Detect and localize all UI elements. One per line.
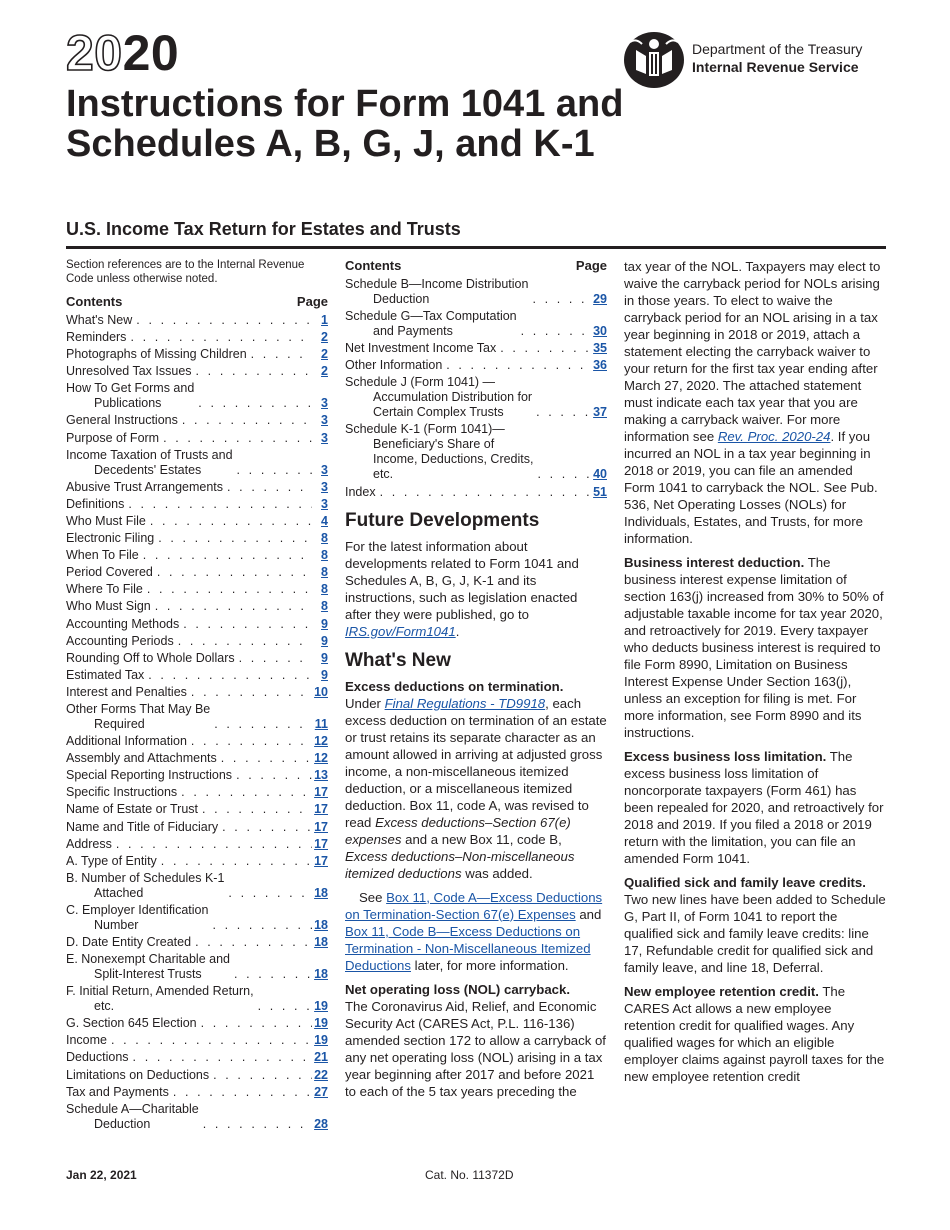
toc-entry[interactable] — [66, 347, 328, 362]
toc-page-link[interactable]: 27 — [314, 1084, 328, 1099]
toc-entry-title: Where To File — [66, 582, 143, 597]
toc-entry[interactable] — [66, 935, 328, 950]
toc-entry-label — [66, 448, 233, 478]
toc-entry-label — [66, 330, 126, 345]
toc-page-link[interactable]: 4 — [321, 513, 328, 528]
toc-entry[interactable] — [66, 837, 328, 852]
toc-entry-title: Who Must Sign — [66, 599, 151, 614]
toc-entry-title: Accounting Methods — [66, 616, 180, 631]
toc-entry[interactable] — [66, 599, 328, 614]
toc-dot-leader — [144, 668, 312, 683]
toc-page-link[interactable]: 10 — [314, 684, 328, 699]
toc-dot-leader — [177, 785, 312, 800]
future-developments-heading: Future Developments — [345, 509, 540, 531]
toc-entry-label — [345, 375, 532, 420]
revision-date: Jan 22, 2021 — [66, 1168, 137, 1182]
toc-entry-title: Definitions — [66, 496, 125, 511]
toc-entry-label — [66, 1033, 107, 1048]
toc-page-link[interactable]: 3 — [321, 413, 328, 428]
toc-entry-label — [66, 582, 143, 597]
toc-dot-leader — [194, 396, 312, 411]
toc-entry-label — [345, 485, 376, 500]
toc-dot-leader — [233, 463, 312, 478]
toc-entry-label — [66, 313, 132, 328]
toc-entry[interactable] — [66, 413, 328, 428]
toc-entry-title: Unresolved Tax Issues — [66, 364, 192, 379]
excess-business-loss-paragraph: Excess business loss limitation. The excess business loss limitation of noncorporate taxpayers (Form 461) has been repealed for 2020, and retroactively for 2018 and 2019. If you filed a 2018 or 2019 return with the limitation, you can file an amended Form 1041. — [624, 749, 884, 866]
toc-page-link[interactable]: 9 — [321, 667, 328, 682]
toc-entry-continuation: Deduction — [373, 292, 430, 306]
toc-dot-leader — [209, 1068, 312, 1083]
toc-entry-title: Income Taxation of Trusts and — [66, 447, 233, 462]
toc-entry-title: Schedule G—Tax Computation — [345, 309, 517, 324]
toc-entry-title: Reminders — [66, 330, 127, 345]
toc-entry-continuation: Publications — [94, 396, 162, 411]
toc-dot-leader — [224, 886, 312, 901]
toc-page-link[interactable]: 9 — [321, 633, 328, 648]
toc-entry-label — [66, 702, 210, 732]
whats-new-heading: What's New — [345, 649, 451, 671]
box11-code-b-link[interactable]: Box 11, Code B—Excess Deductions on Termination - Non-Miscellaneous Itemized Deductions — [345, 923, 591, 973]
toc-entry-label — [66, 668, 144, 683]
toc-entry-label — [66, 347, 247, 362]
toc-entry[interactable] — [66, 617, 328, 632]
toc-dot-leader — [124, 497, 312, 512]
toc-dot-leader — [532, 405, 591, 420]
toc-dot-leader — [178, 413, 312, 428]
toc-entry-label — [66, 531, 154, 546]
toc-entry-title: Name of Estate or Trust — [66, 802, 198, 817]
toc-page-link[interactable]: 28 — [314, 1116, 328, 1131]
toc-entry-continuation: and Payments — [373, 324, 453, 339]
toc-page-link[interactable]: 17 — [314, 836, 328, 851]
nol-carryback-paragraph: Net operating loss (NOL) carryback. The Coronavirus Aid, Relief, and Economic Security Act (CARES Act, P.L. 116-136) amended section 172 to allow a carryback of any net operating loss (NOL) arising in a tax year beginning after 2017 and before 2021 to each of the 5 tax years preceding the — [345, 981, 606, 1099]
toc-entry-label — [66, 734, 187, 749]
toc-entry-label — [66, 785, 177, 800]
toc-page-link[interactable]: 12 — [314, 751, 328, 766]
nol-carryback-title: Net operating loss (NOL) carryback. — [345, 981, 570, 997]
toc-entry-title: What's New — [66, 313, 133, 327]
toc-entry-label — [66, 599, 151, 614]
toc-entry-label — [66, 768, 232, 783]
toc-entry[interactable] — [66, 330, 328, 345]
rev-proc-link[interactable]: Rev. Proc. 2020-24 — [717, 429, 831, 444]
excess-deductions-title: Excess deductions on termination. — [345, 678, 564, 694]
toc-entry[interactable] — [66, 548, 328, 563]
toc-entry-label — [66, 431, 159, 446]
toc-dot-leader — [247, 347, 312, 362]
toc-entry[interactable] — [66, 313, 328, 328]
toc-dot-leader — [208, 918, 312, 933]
toc-dot-leader — [496, 341, 591, 356]
toc-page-link[interactable]: 30 — [593, 324, 607, 339]
toc-entry[interactable] — [66, 364, 328, 379]
toc-dot-leader — [151, 599, 312, 614]
toc-dot-leader — [191, 935, 312, 950]
toc-page-link[interactable]: 21 — [314, 1050, 328, 1065]
toc-entry[interactable] — [66, 1102, 328, 1132]
toc-entry-label — [66, 935, 191, 950]
toc-page-heading: Page — [296, 294, 328, 309]
toc-entry-title: Schedule B—Income Distribution — [345, 277, 529, 291]
year-outline: 20 — [66, 25, 123, 81]
toc-entry-title: G. Section 645 Election — [66, 1016, 197, 1031]
toc-entry-title: How To Get Forms and — [66, 381, 195, 396]
toc-entry-title: Period Covered — [66, 565, 153, 580]
toc-entry[interactable] — [345, 485, 607, 500]
toc-entry-title: Abusive Trust Arrangements — [66, 479, 224, 494]
toc-page-link[interactable]: 18 — [314, 967, 328, 982]
toc-entry-title: Who Must File — [66, 513, 146, 528]
toc-page-link[interactable]: 3 — [321, 430, 328, 445]
toc-dot-leader — [179, 617, 312, 632]
toc-entry-label — [66, 1050, 129, 1065]
toc-page-link[interactable]: 8 — [321, 531, 328, 546]
toc-entry-title: Other Forms That May Be — [66, 701, 211, 716]
toc-page-link[interactable]: 29 — [593, 292, 607, 306]
toc-entry-continuation: Accumulation Distribution for Certain Complex Trusts — [373, 390, 533, 420]
toc-page-link[interactable]: 19 — [314, 999, 328, 1014]
toc-entry-title: C. Employer Identification — [66, 902, 209, 917]
toc-dot-leader — [187, 685, 312, 700]
toc-dot-leader — [174, 634, 312, 649]
toc-page-link[interactable]: 8 — [321, 565, 328, 580]
toc-entry-label — [66, 514, 146, 529]
toc-entry-title: Purpose of Form — [66, 430, 160, 445]
toc-page-link[interactable]: 2 — [321, 364, 328, 379]
toc-entry[interactable] — [66, 1068, 328, 1083]
toc-page-link[interactable]: 2 — [321, 347, 328, 362]
toc-entry[interactable] — [66, 1085, 328, 1100]
page-title: Instructions for Form 1041 and Schedules A, B, G, J, and K-1 — [66, 83, 624, 165]
toc-dot-leader — [217, 751, 312, 766]
toc-entry[interactable] — [66, 903, 328, 933]
toc-dot-leader — [223, 480, 312, 495]
dept-irs: Internal Revenue Service — [692, 59, 859, 75]
toc-entry[interactable] — [345, 375, 607, 420]
toc-entry[interactable] — [66, 634, 328, 649]
toc-entry[interactable] — [345, 358, 607, 373]
toc-entry-title: E. Nonexempt Charitable and — [66, 952, 230, 967]
toc-page-link[interactable]: 17 — [314, 785, 328, 800]
toc-entry[interactable] — [66, 751, 328, 766]
sick-family-leave-title: Qualified sick and family leave credits. — [624, 875, 866, 890]
column-2 — [345, 258, 607, 1107]
toc-dot-leader — [153, 565, 312, 580]
toc-entry-title: Index — [345, 484, 376, 499]
toc-entry-label — [66, 1068, 209, 1083]
toc-dot-leader — [132, 313, 312, 328]
toc-heading-2: Contents — [345, 258, 402, 273]
toc-entry-continuation: Required — [94, 716, 145, 731]
toc-dot-leader — [235, 651, 312, 666]
toc-entry-title: Electronic Filing — [66, 531, 155, 546]
toc-page-link[interactable]: 8 — [321, 548, 328, 563]
toc-entry-label — [345, 309, 517, 339]
toc-entry[interactable] — [66, 531, 328, 546]
toc-entry-title: Net Investment Income Tax — [345, 341, 497, 356]
toc-entry[interactable] — [66, 514, 328, 529]
department-label — [692, 40, 862, 76]
toc-heading: Contents — [66, 294, 123, 309]
toc-entry-title: Schedule K-1 (Form 1041)— — [345, 422, 505, 437]
toc-dot-leader — [442, 358, 591, 373]
toc-dot-leader — [126, 330, 312, 345]
toc-entry-title: Assembly and Attachments — [66, 751, 217, 766]
header-divider — [66, 246, 886, 249]
toc-entry-label — [66, 617, 179, 632]
toc-page-link[interactable]: 22 — [314, 1067, 328, 1082]
toc-entry[interactable] — [66, 565, 328, 580]
sick-family-leave-paragraph: Qualified sick and family leave credits. Two new lines have been added to Schedule G, Part II, of Form 1041 to report the qualified sick and family leave credits: line 17, Refundable credit for qualified sick and family leave, and line 18, Deferral. — [624, 875, 886, 975]
toc-entry[interactable] — [66, 651, 328, 666]
toc-entry[interactable] — [66, 871, 328, 901]
toc-dot-leader — [376, 485, 591, 500]
toc-entry-label — [345, 422, 534, 482]
toc-page-link[interactable]: 18 — [314, 917, 328, 932]
toc-page-link[interactable]: 9 — [321, 616, 328, 631]
toc-page-link[interactable]: 36 — [593, 358, 607, 373]
toc-entry-label — [66, 751, 217, 766]
toc-entry[interactable] — [345, 309, 607, 339]
employee-retention-title: New employee retention credit. — [624, 984, 819, 999]
toc-entry-title: Estimated Tax — [66, 667, 145, 682]
toc-dot-leader — [146, 514, 312, 529]
toc-page-link[interactable]: 18 — [314, 885, 328, 900]
toc-entry-label — [66, 1016, 197, 1031]
toc-entry-title: Additional Information — [66, 734, 187, 749]
toc-entry[interactable] — [345, 341, 607, 356]
irs-eagle-logo-icon — [622, 30, 686, 90]
toc-entry-label — [66, 820, 218, 835]
toc-entry-title: When To File — [66, 548, 139, 563]
toc-entry[interactable] — [66, 381, 328, 411]
toc-entry-label — [66, 685, 187, 700]
toc-page-link[interactable]: 3 — [321, 496, 328, 511]
toc-entry-label — [66, 952, 230, 982]
toc-dot-leader — [169, 1085, 312, 1100]
toc-page-link[interactable]: 11 — [314, 716, 328, 731]
table-of-contents-continued — [345, 277, 607, 500]
toc-entry-label — [66, 381, 194, 411]
nol-continued-paragraph: tax year of the NOL. Taxpayers may elect to waive the carryback period for NOLs arising in those years. To elect to waive the carryback period for an NOL arising in a tax year beginning in 2018 or 2019, attach a statement electing the carryback waiver to your return for the first tax year ending after March 27, 2020. The attached statement must indicate each tax year that you are making a carryback waiver. For more information see Rev. Proc. 2020-24. If you incurred an NOL in a tax year beginning in 2018 or 2019, you can file an amended Form 1041 to carryback the NOL. See Pub. 536, Net Operating Losses (NOLs) for Individuals, Estates, and Trusts, for more information. — [624, 259, 881, 546]
toc-entry[interactable] — [66, 1050, 328, 1065]
toc-dot-leader — [198, 802, 312, 817]
business-interest-title: Business interest deduction. — [624, 555, 805, 570]
toc-dot-leader — [534, 467, 592, 482]
toc-page-link[interactable]: 3 — [321, 396, 328, 411]
toc-entry-label — [66, 802, 198, 817]
excess-business-loss-title: Excess business loss limitation. — [624, 749, 827, 764]
toc-entry-label — [66, 480, 223, 495]
toc-entry-title: Interest and Penalties — [66, 684, 187, 699]
toc-entry-label — [345, 341, 496, 356]
excess-deductions-see-paragraph: See Box 11, Code A—Excess Deductions on Termination-Section 67(e) Expenses and Box 11, Code B—Excess Deductions on Termination - Non-Miscellaneous Itemized Deductions later, for more information. — [345, 889, 603, 973]
toc-entry-title: Schedule J (Form 1041) — — [345, 375, 496, 390]
toc-entry[interactable] — [66, 820, 328, 835]
toc-dot-leader — [139, 548, 312, 563]
toc-dot-leader — [230, 967, 312, 982]
toc-header — [66, 294, 328, 309]
toc-page-link[interactable]: 40 — [593, 467, 607, 482]
toc-page-link[interactable]: 12 — [314, 734, 328, 749]
toc-entry-title: General Instructions — [66, 413, 178, 428]
year-heading — [66, 25, 180, 81]
toc-entry-label — [66, 497, 124, 512]
toc-entry-continuation: Beneficiary's Share of Income, Deductions, Credits, etc. — [373, 437, 534, 482]
toc-page-link[interactable]: 8 — [321, 599, 328, 614]
toc-dot-leader — [192, 364, 312, 379]
toc-page-link[interactable]: 1 — [321, 313, 328, 327]
toc-entry[interactable] — [66, 702, 328, 732]
toc-entry[interactable] — [66, 785, 328, 800]
toc-entry-label — [66, 854, 157, 869]
toc-entry[interactable] — [66, 768, 328, 783]
toc-dot-leader — [159, 431, 312, 446]
dept-treasury: Department of the Treasury — [692, 41, 863, 57]
toc-entry-title: Rounding Off to Whole Dollars — [66, 650, 235, 665]
toc-entry[interactable] — [66, 1016, 328, 1031]
excess-deductions-paragraph: Excess deductions on termination. Under Final Regulations - TD9918, each excess deduction on termination of an estate or trust retains its separate character as an amount allowed in arriving at adjusted gross income, a non-miscellaneous itemized deduction, or a miscellaneous itemized deduction. Box 11, code A, was revised to read Excess deductions–Section 67(e) expenses and a new Box 11, code B, Excess deductions–Non-miscellaneous itemized deductions was added. — [345, 678, 607, 881]
toc-entry-label — [345, 277, 528, 307]
toc-entry-label — [66, 634, 174, 649]
toc-page-link[interactable]: 19 — [314, 1033, 328, 1048]
toc-page-link[interactable]: 3 — [321, 462, 328, 477]
toc-dot-leader — [210, 717, 312, 732]
toc-page-link[interactable]: 18 — [314, 935, 328, 949]
final-regulations-link[interactable]: Final Regulations - TD9918 — [384, 695, 546, 711]
toc-dot-leader — [157, 854, 312, 869]
toc-entry[interactable] — [66, 480, 328, 495]
toc-entry-label — [66, 871, 224, 901]
toc-header-2 — [345, 258, 607, 273]
toc-dot-leader — [112, 837, 312, 852]
toc-entry-label — [66, 903, 208, 933]
toc-entry-continuation: Number — [94, 917, 139, 932]
toc-dot-leader — [232, 768, 312, 783]
toc-dot-leader — [154, 531, 312, 546]
employee-retention-paragraph: New employee retention credit. The CARES Act allows a new employee retention credit for qualified wages. Any qualified wages for which an eligible employer claims against payroll taxes for the new employee retention credit — [624, 984, 885, 1084]
toc-entry-label — [66, 1102, 199, 1132]
page-subtitle: U.S. Income Tax Return for Estates and Trusts — [66, 219, 461, 239]
toc-page-link[interactable]: 2 — [321, 330, 328, 345]
toc-page-link[interactable]: 3 — [321, 479, 328, 494]
toc-page-link[interactable]: 51 — [593, 484, 607, 499]
toc-entry-continuation: Attached — [94, 885, 144, 900]
column-1 — [66, 258, 328, 1134]
toc-page-link[interactable]: 17 — [314, 853, 328, 868]
toc-entry-title: Income — [66, 1033, 107, 1048]
toc-page-link[interactable]: 8 — [321, 582, 328, 597]
toc-entry-title: Photographs of Missing Children — [66, 347, 247, 362]
toc-entry-continuation: Split-Interest Trusts — [94, 967, 202, 982]
toc-dot-leader — [107, 1033, 312, 1048]
toc-dot-leader — [143, 582, 312, 597]
table-of-contents — [66, 313, 328, 1132]
toc-dot-leader — [218, 820, 312, 835]
toc-page-link[interactable]: 13 — [314, 768, 328, 783]
toc-entry[interactable] — [66, 984, 328, 1014]
toc-page-link[interactable]: 17 — [314, 802, 328, 817]
toc-entry[interactable] — [66, 497, 328, 512]
column-3 — [624, 258, 886, 1092]
toc-entry-label — [66, 565, 153, 580]
toc-entry-label — [345, 358, 442, 373]
toc-entry-label — [66, 1085, 169, 1100]
toc-entry[interactable] — [66, 734, 328, 749]
toc-page-link[interactable]: 35 — [593, 341, 607, 356]
toc-dot-leader — [528, 292, 591, 307]
toc-entry-label — [66, 651, 235, 666]
toc-entry[interactable] — [66, 431, 328, 446]
business-interest-paragraph: Business interest deduction. The business interest expense limitation of section 163(j) increased from 30% to 50% of adjustable taxable income for tax year 2020, and retroactively for 2019. Every taxpayer who deducts business interest is required to file Form 8990, Limitation on Business Interest Expense Under Section 163(j), unless an exception for filing is met. For more information, see Form 8990 and its instructions. — [624, 555, 884, 740]
toc-entry-title: A. Type of Entity — [66, 853, 157, 868]
toc-entry[interactable] — [345, 277, 607, 307]
toc-page-link[interactable]: 37 — [593, 405, 607, 420]
toc-entry[interactable] — [66, 668, 328, 683]
toc-entry-label — [66, 837, 112, 852]
toc-entry[interactable] — [66, 448, 328, 478]
toc-entry[interactable] — [66, 952, 328, 982]
toc-page-link[interactable]: 9 — [321, 650, 328, 665]
toc-page-link[interactable]: 17 — [314, 819, 328, 834]
intro-note: Section references are to the Internal Revenue Code unless otherwise noted. — [66, 259, 305, 285]
toc-entry-title: D. Date Entity Created — [66, 935, 192, 949]
toc-entry-title: Limitations on Deductions — [66, 1067, 210, 1082]
toc-entry-label — [66, 413, 178, 428]
toc-entry-title: Special Reporting Instructions — [66, 768, 233, 783]
toc-entry-title: Address — [66, 836, 112, 851]
toc-dot-leader — [254, 999, 312, 1014]
year-bold: 20 — [122, 25, 180, 81]
toc-entry-title: Schedule A—Charitable — [66, 1101, 199, 1116]
toc-entry[interactable] — [66, 802, 328, 817]
toc-entry-title: Tax and Payments — [66, 1084, 169, 1099]
toc-entry[interactable] — [66, 685, 328, 700]
toc-dot-leader — [517, 324, 591, 339]
toc-dot-leader — [199, 1117, 312, 1132]
catalog-number: Cat. No. 11372D — [425, 1168, 514, 1182]
toc-entry-title: Specific Instructions — [66, 785, 178, 800]
toc-entry[interactable] — [66, 582, 328, 597]
toc-entry-title: Deductions — [66, 1050, 129, 1065]
irs-form1041-link[interactable]: IRS.gov/Form1041 — [345, 623, 456, 639]
toc-entry-continuation: etc. — [94, 999, 115, 1014]
toc-entry[interactable] — [66, 1033, 328, 1048]
toc-entry-label — [66, 364, 192, 379]
toc-entry-title: B. Number of Schedules K-1 — [66, 870, 225, 885]
box11-code-a-link[interactable]: Box 11, Code A—Excess Deductions on Termination-Section 67(e) Expenses — [345, 889, 603, 922]
toc-entry-title: F. Initial Return, Amended Return, — [66, 984, 254, 999]
toc-page-link[interactable]: 19 — [314, 1016, 328, 1031]
toc-page-heading-2: Page — [575, 258, 607, 273]
toc-entry-title: Other Information — [345, 358, 443, 373]
toc-entry-continuation: Decedents' Estates — [94, 462, 202, 477]
toc-dot-leader — [187, 734, 312, 749]
toc-entry-title: Accounting Periods — [66, 633, 174, 648]
toc-entry-continuation: Deduction — [94, 1116, 151, 1131]
toc-entry-label — [66, 984, 254, 1014]
toc-dot-leader — [129, 1050, 312, 1065]
toc-entry[interactable] — [66, 854, 328, 869]
toc-entry[interactable] — [345, 422, 607, 482]
toc-entry-label — [66, 548, 139, 563]
future-developments-text: For the latest information about developments related to Form 1041 and Schedules A, B, G, J, K-1 and its instructions, such as legislation enacted after they were published, go to IRS.gov/Form1041. — [345, 538, 579, 639]
toc-dot-leader — [197, 1016, 312, 1031]
toc-entry-title: Name and Title of Fiduciary — [66, 819, 219, 834]
